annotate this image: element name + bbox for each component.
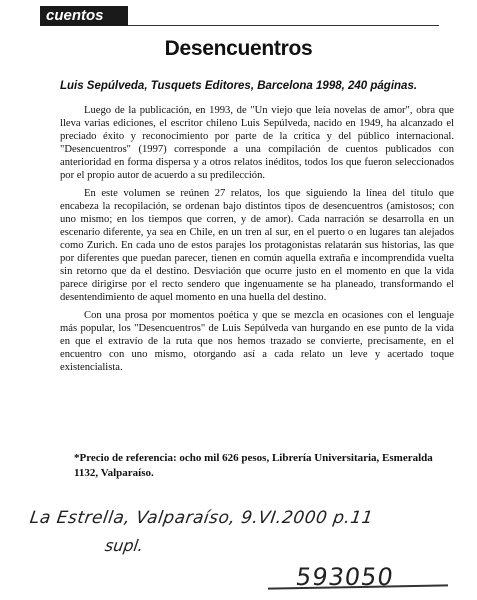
section-tag xyxy=(40,6,128,26)
paragraph: Con una prosa por momentos poética y que se mezcla en ocasiones con el lenguaje más popular, los "Desencuentros" de Luis Sepúlveda van hurgando en ese punto de la vida en que el extravío de la ruta que nos hemos trazado se convierte, precisamente, en el encuentro con uno mismo, otorgando así a cada relato un leve y acertado toque existencialista. xyxy=(60,310,454,373)
section-label: cuentos xyxy=(46,7,104,24)
header-rule xyxy=(128,25,439,26)
handwritten-source: La Estrella, Valparaíso, 9.VI.2000 p.11 xyxy=(28,508,375,528)
handwritten-supplement: supl. xyxy=(103,536,145,555)
article-body xyxy=(60,104,454,379)
handwritten-number: 593050 xyxy=(294,563,396,591)
article-subtitle: Luis Sepúlveda, Tusquets Editores, Barcelona 1998, 240 páginas. xyxy=(59,80,418,92)
article-title: Desencuentros xyxy=(164,37,313,60)
price-reference: *Precio de referencia: ocho mil 626 pesos, Librería Universitaria, Esmeralda 1132, Valparaíso. xyxy=(74,452,433,479)
paragraph: En este volumen se reúnen 27 relatos, los que siguiendo la línea del título que encabeza la recopilación, se ordenan bajo distintos tipos de desencuentros (amistosos; con uno mismo; en los tiempos que corren, y de amor). Cada narración se desarrolla en un escenario diferente, ya sea en Chile, en un tren al sur, en el puerto o en lugares tan alejados como Zurich. En cada uno de estos parajes los protagonistas relatarán sus historias, las que por diferentes que puedan parecer, tienen en común aquella extraña e incomprendida vuelta sin retorno que da el destino. Desviación que ocurre justo en el momento en que la vida parece dirigirse por el recto sendero que ingenuamente se ha planeado, transformando el desentendimiento de aquel momento en una huella del destino. xyxy=(60,188,454,303)
paragraph: Luego de la publicación, en 1993, de "Un viejo que leía novelas de amor", obra que lleva varias ediciones, el escritor chileno Luis Sepúlveda, nacido en 1949, ha alcanzado el preciado éxito y reconocimiento por parte de la crítica y del público internacional. "Desencuentros" (1997) corresponde a una compilación de cuentos publicados con anterioridad en forma dispersa y a otros relatos inéditos, todos los que fueron seleccionados por el propio autor de acuerdo a su predilección. xyxy=(60,105,454,181)
